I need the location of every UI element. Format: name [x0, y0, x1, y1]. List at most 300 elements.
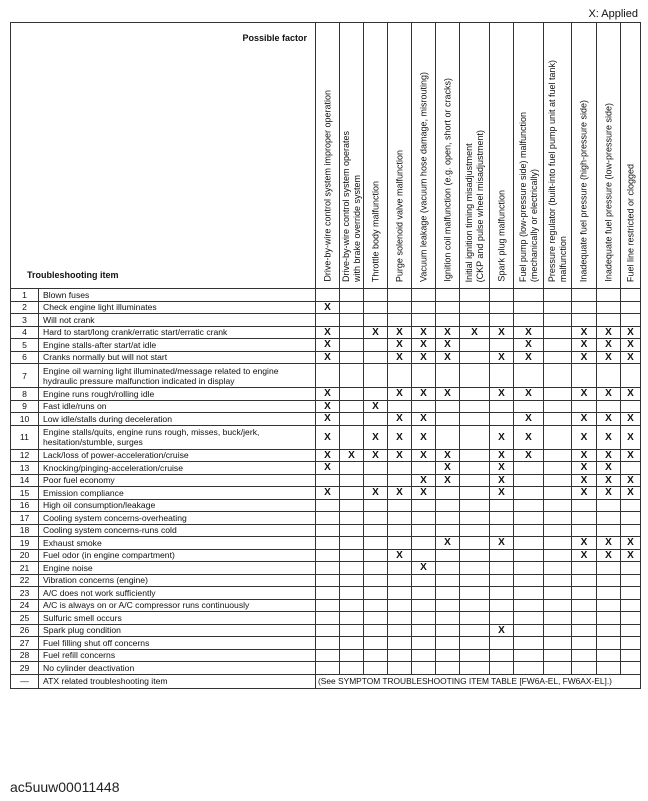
factor-cell — [316, 637, 340, 650]
factor-cell — [388, 649, 412, 662]
factor-header-8 — [490, 23, 514, 289]
factor-cell — [597, 599, 621, 612]
factor-cell — [388, 562, 412, 575]
factor-cell — [436, 574, 460, 587]
factor-cell — [412, 462, 436, 475]
troubleshooting-item: Engine stalls-after start/at idle — [39, 339, 316, 352]
applied-mark: X — [388, 487, 412, 500]
applied-mark: X — [514, 339, 544, 352]
factor-cell — [544, 413, 572, 426]
applied-mark: X — [621, 339, 641, 352]
factor-cell — [572, 301, 597, 314]
factor-cell — [412, 587, 436, 600]
applied-mark: X — [597, 487, 621, 500]
factor-cell — [364, 587, 388, 600]
factor-cell — [412, 512, 436, 525]
factor-cell — [514, 537, 544, 550]
factor-cell — [316, 314, 340, 327]
factor-cell — [316, 612, 340, 625]
applied-mark: X — [490, 487, 514, 500]
factor-label: Inadequate fuel pressure (low-pressure side) — [603, 103, 613, 282]
factor-header-7 — [460, 23, 490, 289]
factor-cell — [597, 289, 621, 302]
factor-cell — [544, 364, 572, 388]
applied-mark: X — [597, 351, 621, 364]
factor-cell — [364, 351, 388, 364]
factor-cell — [388, 587, 412, 600]
applied-mark: X — [490, 326, 514, 339]
factor-cell — [544, 574, 572, 587]
table-row — [11, 637, 641, 650]
row-number: 18 — [11, 524, 39, 537]
table-row — [11, 537, 641, 550]
factor-cell — [436, 599, 460, 612]
applied-mark: X — [597, 339, 621, 352]
row-number: 8 — [11, 388, 39, 401]
factor-cell — [597, 587, 621, 600]
factor-cell — [412, 624, 436, 637]
factor-cell — [514, 314, 544, 327]
factor-cell — [340, 499, 364, 512]
factor-header-13 — [621, 23, 641, 289]
applied-mark: X — [412, 339, 436, 352]
factor-cell — [340, 587, 364, 600]
factor-cell — [388, 499, 412, 512]
factor-cell — [316, 649, 340, 662]
factor-cell — [412, 499, 436, 512]
figure-caption: ac5uuw00011448 — [10, 779, 120, 795]
row-number: 23 — [11, 587, 39, 600]
factor-cell — [544, 314, 572, 327]
factor-cell — [460, 314, 490, 327]
applied-mark: X — [597, 413, 621, 426]
applied-mark: X — [412, 351, 436, 364]
factor-cell — [621, 624, 641, 637]
row-number: 1 — [11, 289, 39, 302]
factor-cell — [597, 524, 621, 537]
factor-header-12 — [597, 23, 621, 289]
applied-mark: X — [412, 562, 436, 575]
factor-cell — [460, 364, 490, 388]
row-number: 4 — [11, 326, 39, 339]
table-row — [11, 549, 641, 562]
table-row — [11, 301, 641, 314]
factor-cell — [316, 549, 340, 562]
factor-cell — [412, 289, 436, 302]
applied-mark: X — [621, 549, 641, 562]
factor-cell — [412, 364, 436, 388]
applied-mark: X — [490, 449, 514, 462]
factor-cell — [412, 549, 436, 562]
factor-cell — [544, 562, 572, 575]
applied-mark: X — [316, 487, 340, 500]
factor-cell — [388, 574, 412, 587]
factor-cell — [514, 549, 544, 562]
factor-cell — [572, 562, 597, 575]
factor-cell — [544, 612, 572, 625]
factor-cell — [436, 524, 460, 537]
row-number: 5 — [11, 339, 39, 352]
factor-cell — [316, 524, 340, 537]
factor-cell — [316, 599, 340, 612]
factor-cell — [544, 301, 572, 314]
applied-mark: X — [514, 413, 544, 426]
factor-cell — [340, 425, 364, 449]
applied-mark: X — [490, 624, 514, 637]
table-row — [11, 499, 641, 512]
factor-cell — [544, 326, 572, 339]
factor-cell — [597, 662, 621, 675]
factor-cell — [316, 512, 340, 525]
factor-cell — [621, 512, 641, 525]
table-row — [11, 612, 641, 625]
factor-cell — [544, 499, 572, 512]
applied-mark: X — [597, 474, 621, 487]
factor-cell — [572, 364, 597, 388]
troubleshooting-item: Will not crank — [39, 314, 316, 327]
applied-mark: X — [490, 388, 514, 401]
factor-header-6 — [436, 23, 460, 289]
factor-cell — [316, 474, 340, 487]
applied-mark: X — [412, 413, 436, 426]
factor-cell — [388, 400, 412, 413]
applied-mark: X — [572, 351, 597, 364]
factor-cell — [316, 624, 340, 637]
factor-cell — [490, 587, 514, 600]
factor-cell — [621, 649, 641, 662]
row-number: 26 — [11, 624, 39, 637]
row-number: 14 — [11, 474, 39, 487]
factor-cell — [621, 612, 641, 625]
factor-cell — [340, 549, 364, 562]
factor-cell — [388, 524, 412, 537]
factor-cell — [514, 562, 544, 575]
factor-cell — [490, 364, 514, 388]
factor-cell — [621, 462, 641, 475]
factor-cell — [460, 649, 490, 662]
factor-cell — [364, 612, 388, 625]
factor-cell — [572, 524, 597, 537]
applied-mark: X — [572, 388, 597, 401]
row-number: 22 — [11, 574, 39, 587]
factor-cell — [364, 314, 388, 327]
troubleshooting-item: Fast idle/runs on — [39, 400, 316, 413]
troubleshooting-item: Cooling system concerns-overheating — [39, 512, 316, 525]
factor-cell — [412, 574, 436, 587]
troubleshooting-item: Hard to start/long crank/erratic start/erratic crank — [39, 326, 316, 339]
applied-mark: X — [597, 462, 621, 475]
table-row — [11, 326, 641, 339]
table-row — [11, 512, 641, 525]
factor-cell — [544, 449, 572, 462]
applied-mark: X — [597, 449, 621, 462]
applied-mark: X — [490, 425, 514, 449]
row-number: 11 — [11, 425, 39, 449]
factor-cell — [621, 662, 641, 675]
troubleshooting-item: Cranks normally but will not start — [39, 351, 316, 364]
factor-cell — [460, 662, 490, 675]
factor-cell — [460, 599, 490, 612]
table-row — [11, 462, 641, 475]
row-number: 17 — [11, 512, 39, 525]
applied-mark: X — [460, 326, 490, 339]
factor-cell — [544, 624, 572, 637]
applied-mark: X — [412, 449, 436, 462]
factor-cell — [544, 537, 572, 550]
factor-cell — [388, 314, 412, 327]
row-number: 7 — [11, 364, 39, 388]
factor-cell — [340, 314, 364, 327]
factor-cell — [436, 364, 460, 388]
factor-cell — [544, 474, 572, 487]
table-row — [11, 524, 641, 537]
factor-cell — [460, 474, 490, 487]
factor-cell — [388, 289, 412, 302]
factor-cell — [412, 400, 436, 413]
factor-cell — [460, 637, 490, 650]
table-row — [11, 425, 641, 449]
applied-mark: X — [316, 326, 340, 339]
factor-cell — [490, 574, 514, 587]
factor-cell — [514, 587, 544, 600]
factor-cell — [436, 289, 460, 302]
factor-cell — [490, 413, 514, 426]
factor-cell — [621, 599, 641, 612]
troubleshooting-item: Engine noise — [39, 562, 316, 575]
factor-cell — [544, 649, 572, 662]
factor-cell — [460, 388, 490, 401]
factor-cell — [490, 662, 514, 675]
applied-mark: X — [597, 425, 621, 449]
troubleshooting-item: Engine runs rough/rolling idle — [39, 388, 316, 401]
factor-cell — [572, 499, 597, 512]
applied-mark: X — [514, 351, 544, 364]
applied-mark: X — [621, 388, 641, 401]
factor-cell — [340, 649, 364, 662]
factor-header-11 — [572, 23, 597, 289]
factor-cell — [514, 524, 544, 537]
factor-cell — [340, 351, 364, 364]
factor-cell — [412, 301, 436, 314]
factor-cell — [597, 624, 621, 637]
factor-cell — [572, 574, 597, 587]
applied-mark: X — [436, 537, 460, 550]
factor-cell — [490, 549, 514, 562]
factor-cell — [340, 301, 364, 314]
factor-cell — [597, 314, 621, 327]
factor-header-1 — [316, 23, 340, 289]
factor-cell — [544, 400, 572, 413]
factor-cell — [412, 662, 436, 675]
factor-cell — [490, 512, 514, 525]
factor-cell — [388, 612, 412, 625]
table-row — [11, 351, 641, 364]
factor-cell — [436, 549, 460, 562]
factor-cell — [364, 474, 388, 487]
factor-cell — [597, 364, 621, 388]
factor-label: Ignition coil malfunction (e.g. open, short or cracks) — [442, 78, 452, 282]
factor-cell — [621, 524, 641, 537]
troubleshooting-item: Knocking/pinging-acceleration/cruise — [39, 462, 316, 475]
factor-cell — [412, 314, 436, 327]
applied-mark: X — [490, 537, 514, 550]
factor-cell — [597, 649, 621, 662]
row-number: 12 — [11, 449, 39, 462]
applied-mark: X — [316, 339, 340, 352]
applied-mark: X — [364, 449, 388, 462]
troubleshooting-item: Sulfuric smell occurs — [39, 612, 316, 625]
factor-cell — [340, 612, 364, 625]
factor-cell — [490, 314, 514, 327]
factor-cell — [340, 537, 364, 550]
factor-cell — [388, 512, 412, 525]
factor-cell — [544, 425, 572, 449]
factor-header-5 — [412, 23, 436, 289]
factor-cell — [340, 364, 364, 388]
factor-cell — [514, 649, 544, 662]
factor-cell — [436, 512, 460, 525]
factor-cell — [436, 314, 460, 327]
applied-mark: X — [388, 549, 412, 562]
factor-cell — [621, 364, 641, 388]
row-number: 24 — [11, 599, 39, 612]
factor-cell — [388, 537, 412, 550]
applied-mark: X — [597, 537, 621, 550]
factor-cell — [514, 400, 544, 413]
factor-cell — [544, 462, 572, 475]
applied-mark: X — [490, 351, 514, 364]
factor-cell — [340, 474, 364, 487]
applied-mark: X — [412, 487, 436, 500]
factor-cell — [460, 537, 490, 550]
atx-reference-note: (See SYMPTOM TROUBLESHOOTING ITEM TABLE [FW6A-EL, FW6AX-EL].) — [316, 674, 641, 688]
table-row — [11, 662, 641, 675]
factor-cell — [621, 301, 641, 314]
row-number: 29 — [11, 662, 39, 675]
factor-cell — [388, 462, 412, 475]
factor-cell — [316, 537, 340, 550]
applied-mark: X — [436, 326, 460, 339]
factor-cell — [544, 487, 572, 500]
factor-cell — [436, 562, 460, 575]
factor-cell — [412, 612, 436, 625]
applied-mark: X — [412, 388, 436, 401]
factor-label: Fuel line restricted or clogged — [625, 163, 635, 282]
legend-applied: X: Applied — [588, 8, 638, 20]
factor-cell — [621, 587, 641, 600]
factor-cell — [340, 413, 364, 426]
factor-cell — [544, 549, 572, 562]
factor-label: Drive-by-wire control system operates with brake override system — [340, 130, 362, 282]
table-row — [11, 364, 641, 388]
applied-mark: X — [412, 326, 436, 339]
factor-cell — [388, 624, 412, 637]
row-number: 25 — [11, 612, 39, 625]
factor-cell — [412, 599, 436, 612]
factor-cell — [364, 339, 388, 352]
applied-mark: X — [572, 413, 597, 426]
applied-mark: X — [436, 474, 460, 487]
table-row — [11, 562, 641, 575]
row-number: 20 — [11, 549, 39, 562]
factor-cell — [436, 400, 460, 413]
factor-cell — [514, 512, 544, 525]
factor-cell — [544, 289, 572, 302]
factor-cell — [436, 612, 460, 625]
factor-cell — [340, 599, 364, 612]
row-number: 15 — [11, 487, 39, 500]
factor-cell — [460, 487, 490, 500]
applied-mark: X — [621, 474, 641, 487]
factor-cell — [364, 637, 388, 650]
factor-cell — [572, 612, 597, 625]
factor-cell — [490, 599, 514, 612]
factor-cell — [364, 388, 388, 401]
applied-mark: X — [572, 462, 597, 475]
factor-cell — [514, 487, 544, 500]
factor-cell — [340, 574, 364, 587]
troubleshooting-item: Engine oil warning light illuminated/message related to engine hydraulic pressure malfunction indicated in display — [39, 364, 316, 388]
troubleshooting-item: Spark plug condition — [39, 624, 316, 637]
factor-cell — [364, 549, 388, 562]
factor-cell — [621, 400, 641, 413]
row-number: 16 — [11, 499, 39, 512]
factor-cell — [316, 562, 340, 575]
row-number: 6 — [11, 351, 39, 364]
troubleshooting-item: Vibration concerns (engine) — [39, 574, 316, 587]
troubleshooting-item-heading: Troubleshooting item — [27, 270, 119, 280]
applied-mark: X — [388, 413, 412, 426]
applied-mark: X — [388, 326, 412, 339]
applied-mark: X — [388, 351, 412, 364]
factor-cell — [490, 339, 514, 352]
factor-cell — [460, 512, 490, 525]
applied-mark: X — [621, 537, 641, 550]
table-row — [11, 474, 641, 487]
troubleshooting-item: Fuel filling shut off concerns — [39, 637, 316, 650]
factor-cell — [490, 524, 514, 537]
possible-factor-heading: Possible factor — [242, 33, 307, 43]
factor-cell — [572, 587, 597, 600]
factor-cell — [544, 587, 572, 600]
factor-cell — [340, 524, 364, 537]
factor-cell — [621, 499, 641, 512]
factor-cell — [364, 364, 388, 388]
factor-cell — [544, 662, 572, 675]
factor-cell — [460, 587, 490, 600]
factor-cell — [340, 624, 364, 637]
factor-cell — [364, 462, 388, 475]
troubleshooting-table-frame — [10, 22, 638, 754]
table-row-atx — [11, 674, 641, 688]
table-row — [11, 574, 641, 587]
factor-cell — [621, 289, 641, 302]
factor-cell — [460, 425, 490, 449]
table-row — [11, 400, 641, 413]
factor-cell — [364, 624, 388, 637]
applied-mark: X — [436, 351, 460, 364]
factor-cell — [340, 562, 364, 575]
applied-mark: X — [436, 388, 460, 401]
factor-cell — [514, 499, 544, 512]
factor-header-2 — [340, 23, 364, 289]
factor-cell — [388, 301, 412, 314]
table-row — [11, 388, 641, 401]
factor-cell — [597, 512, 621, 525]
troubleshooting-item: Blown fuses — [39, 289, 316, 302]
applied-mark: X — [412, 425, 436, 449]
factor-cell — [460, 301, 490, 314]
